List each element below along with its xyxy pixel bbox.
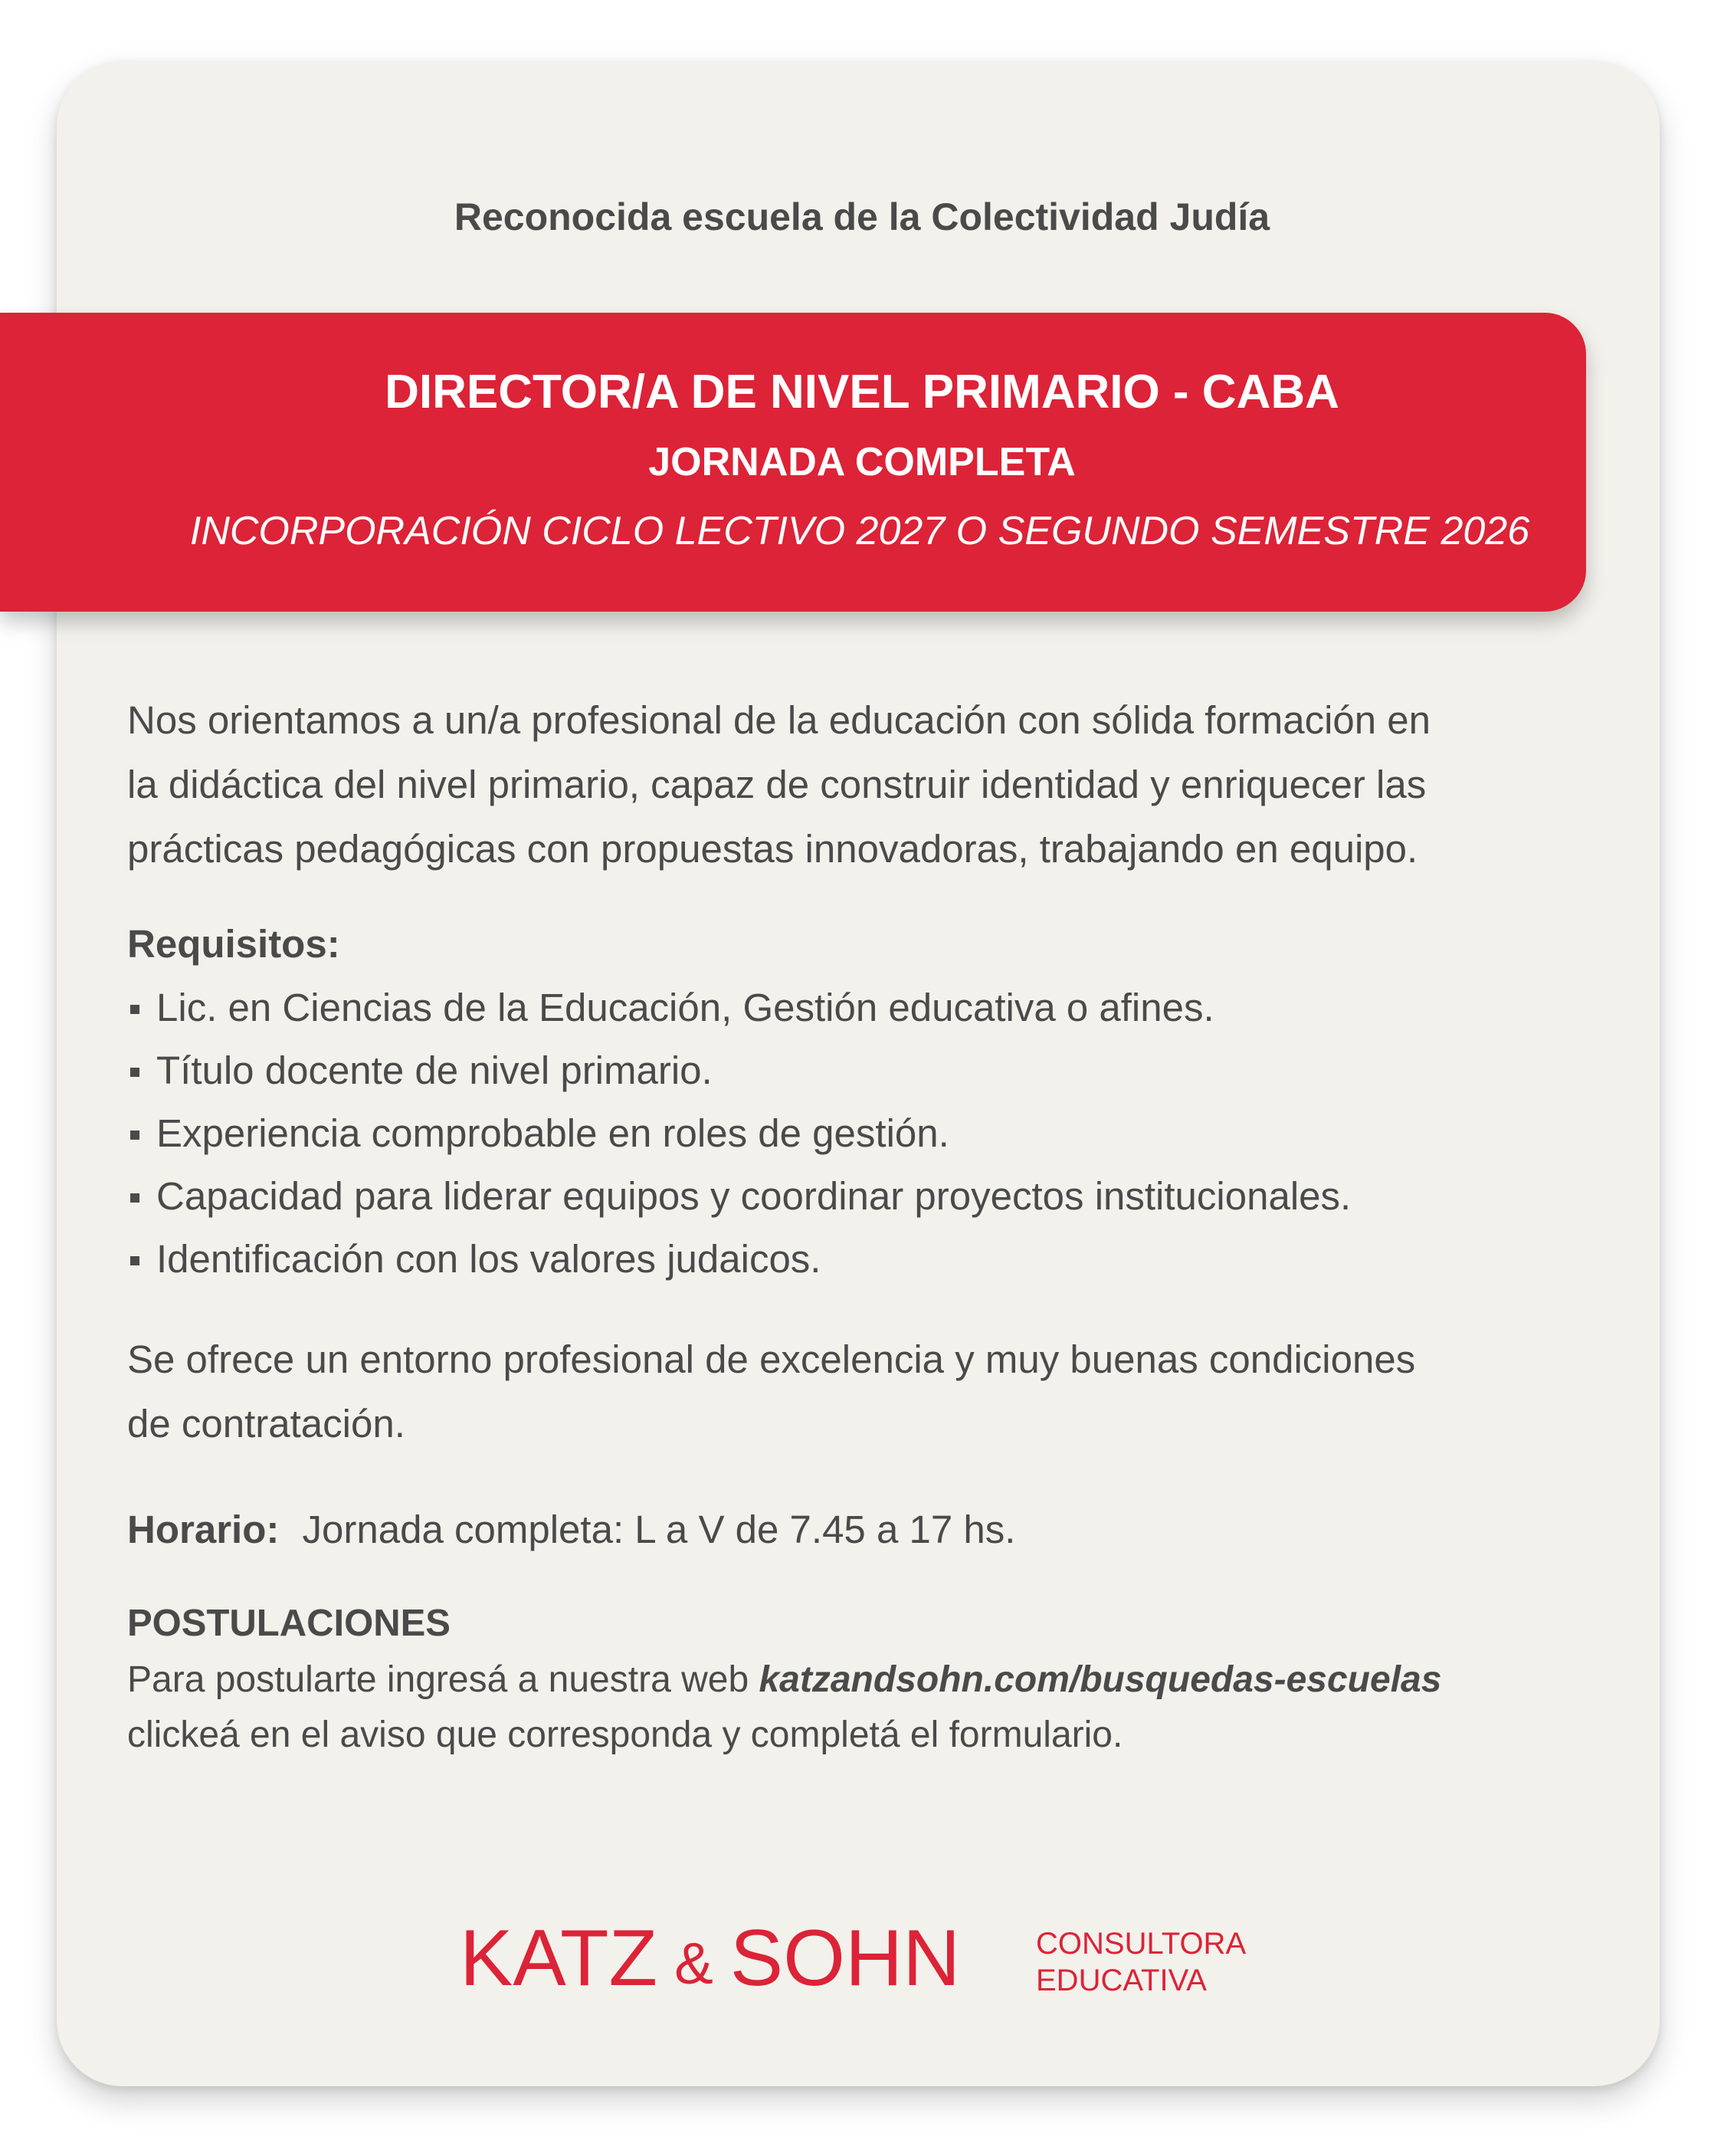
school-heading: Reconocida escuela de la Colectividad Judía: [454, 195, 1270, 238]
posting-body: [127, 688, 1598, 1763]
requirement-text: Capacidad para liderar equipos y coordinar proyectos institucionales.: [156, 1174, 1352, 1218]
requirement-text: Experiencia comprobable en roles de gestión.: [156, 1111, 949, 1155]
brand-name-part1: KATZ: [460, 1914, 658, 2003]
brand-tagline-line1: CONSULTORA: [1036, 1927, 1247, 1961]
requirement-item: [127, 1165, 1598, 1228]
requirement-item: [127, 1102, 1598, 1165]
applications-url-link[interactable]: katzandsohn.com/busquedas-escuelas: [759, 1659, 1442, 1700]
intro-line: Nos orientamos a un/a profesional de la educación con sólida formación en: [127, 698, 1431, 742]
intro-paragraph: [127, 688, 1598, 881]
brand-ampersand: &: [674, 1931, 713, 1997]
applications-intro: Para postularte ingresá a nuestra web: [127, 1659, 759, 1700]
applications-instructions: clickeá en el aviso que corresponda y completá el formulario.: [127, 1715, 1123, 1755]
incorporation-date: INCORPORACIÓN CICLO LECTIVO 2027 O SEGUNDO SEMESTRE 2026: [189, 509, 1530, 553]
applications-text: [127, 1652, 1598, 1763]
requirement-text: Lic. en Ciencias de la Educación, Gestión educativa o afines.: [156, 986, 1214, 1029]
bullet-icon: [130, 1131, 139, 1140]
schedule-line: [127, 1498, 1598, 1562]
brand-name-part2: SOHN: [729, 1914, 961, 2003]
bullet-icon: [130, 1193, 139, 1203]
requirements-list: [127, 976, 1598, 1291]
requirement-item: [127, 976, 1598, 1039]
bullet-icon: [130, 1256, 139, 1265]
requirement-item: [127, 1039, 1598, 1102]
offer-line: de contratación.: [127, 1402, 405, 1446]
job-title-banner: [0, 313, 1586, 612]
requirement-text: Identificación con los valores judaicos.: [156, 1237, 821, 1281]
brand-tagline: [1036, 1925, 1246, 1999]
applications-title: POSTULACIONES: [127, 1603, 451, 1644]
offer-paragraph: [127, 1327, 1598, 1456]
brand-logo: [460, 1908, 1379, 2016]
requirements-title: Requisitos:: [127, 922, 340, 966]
bullet-icon: [130, 1005, 139, 1014]
schedule-label: Horario:: [127, 1508, 280, 1551]
schedule-value: Jornada completa: L a V de 7.45 a 17 hs.: [302, 1508, 1016, 1551]
bullet-icon: [130, 1068, 139, 1077]
intro-line: prácticas pedagógicas con propuestas innovadoras, trabajando en equipo.: [127, 827, 1418, 871]
requirement-item: [127, 1228, 1598, 1291]
brand-tagline-line2: EDUCATIVA: [1036, 1964, 1207, 1997]
job-schedule-type: JORNADA COMPLETA: [648, 440, 1076, 484]
intro-line: la didáctica del nivel primario, capaz de construir identidad y enriquecer las: [127, 763, 1427, 806]
requirement-text: Título docente de nivel primario.: [156, 1048, 713, 1092]
brand-name: [460, 1908, 960, 2014]
offer-line: Se ofrece un entorno profesional de excelencia y muy buenas condiciones: [127, 1337, 1416, 1381]
job-title: DIRECTOR/A DE NIVEL PRIMARIO - CABA: [385, 366, 1339, 418]
